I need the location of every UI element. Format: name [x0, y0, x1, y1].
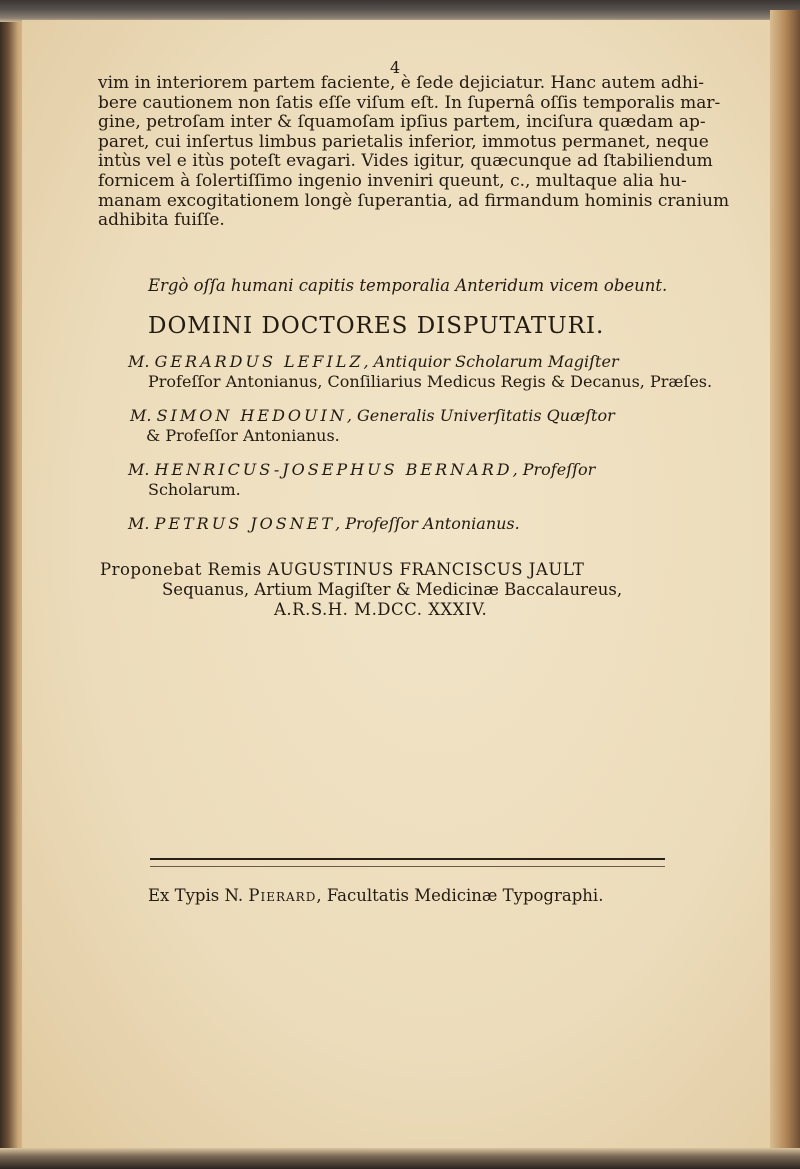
show-through-text: [132, 660, 752, 960]
doctor-2-line-2: & Profeſſor Antonianus.: [146, 426, 340, 445]
imprint-suffix: , Facultatis Medicinæ Typographi.: [316, 886, 604, 905]
doctors-heading: DOMINI DOCTORES DISPUTATURI.: [148, 313, 605, 339]
paragraph-line: fornicem à ſolertiſſimo ingenio inveniri queunt, c., multaque alia hu-: [98, 170, 687, 191]
doctor-3-line-2: Scholarum.: [148, 480, 241, 499]
doctor-4-line-1: [128, 514, 520, 533]
doctor-name: HENRICUS-JOSEPHUS BERNARD: [154, 460, 513, 479]
doctor-2-line-1: [130, 406, 615, 425]
doctor-1-line-1: [128, 352, 619, 371]
doctor-prefix: M.: [128, 514, 150, 533]
doctor-3-line-1: [128, 460, 595, 479]
page-number: 4: [390, 58, 401, 77]
doctor-name: SIMON HEDOUIN: [156, 406, 347, 425]
imprint-printer-name: Pierard: [248, 886, 317, 905]
book-bottom-edge: [0, 1148, 800, 1169]
printer-imprint: [148, 886, 603, 905]
doctor-title: , Generalis Univerſitatis Quæſtor: [346, 406, 615, 425]
book-top-edge: [0, 0, 800, 22]
conclusion: Ergò oſſa humani capitis temporalia Anteridum vicem obeunt.: [148, 276, 668, 295]
paragraph-line: bere cautionem non ſatis eſſe viſum eſt. In ſupernâ oſſis temporalis mar-: [98, 92, 721, 113]
proponent-line-2: Sequanus, Artium Magiſter & Medicinæ Baccalaureus,: [162, 580, 623, 599]
imprint-prefix: Ex Typis N.: [148, 886, 244, 905]
proponent-date: A.R.S.H. M.DCC. XXXIV.: [274, 600, 488, 619]
doctor-1-line-2: Profeſſor Antonianus, Conſiliarius Medicus Regis & Decanus, Præſes.: [148, 372, 713, 391]
doctor-title: , Profeſſor Antonianus.: [335, 514, 520, 533]
body-paragraph: [98, 73, 730, 231]
paragraph-line: adhibita fuiſſe.: [98, 210, 225, 231]
doctor-name: GERARDUS LEFILZ: [154, 352, 364, 371]
doctor-title: , Profeſſor: [512, 460, 596, 479]
doctor-title: , Antiquior Scholarum Magiſter: [363, 352, 619, 371]
divider-rule-thin: [150, 866, 665, 867]
next-page-edge: [770, 10, 800, 1150]
paragraph-line: intùs vel e itùs poteſt evagari. Vides igitur, quæcunque ad ſtabiliendum: [98, 151, 713, 172]
doctor-name: PETRUS JOSNET: [154, 514, 336, 533]
doctor-prefix: M.: [128, 352, 150, 371]
paragraph-line: manam excogitationem longè ſuperantia, ad firmandum hominis cranium: [98, 190, 730, 211]
divider-rule: [150, 858, 665, 860]
paragraph-line: paret, cui inſertus limbus parietalis inferior, immotus permanet, neque: [98, 131, 709, 152]
paragraph-line: gine, petroſam inter & ſquamoſam ipſius partem, inciſura quædam ap-: [98, 112, 706, 133]
doctor-prefix: M.: [130, 406, 152, 425]
proponent-line-1: Proponebat Remis AUGUSTINUS FRANCISCUS JAULT: [100, 560, 585, 579]
paragraph-line: vim in interiorem partem faciente, è ſede dejiciatur. Hanc autem adhi-: [98, 73, 705, 93]
doctor-prefix: M.: [128, 460, 150, 479]
